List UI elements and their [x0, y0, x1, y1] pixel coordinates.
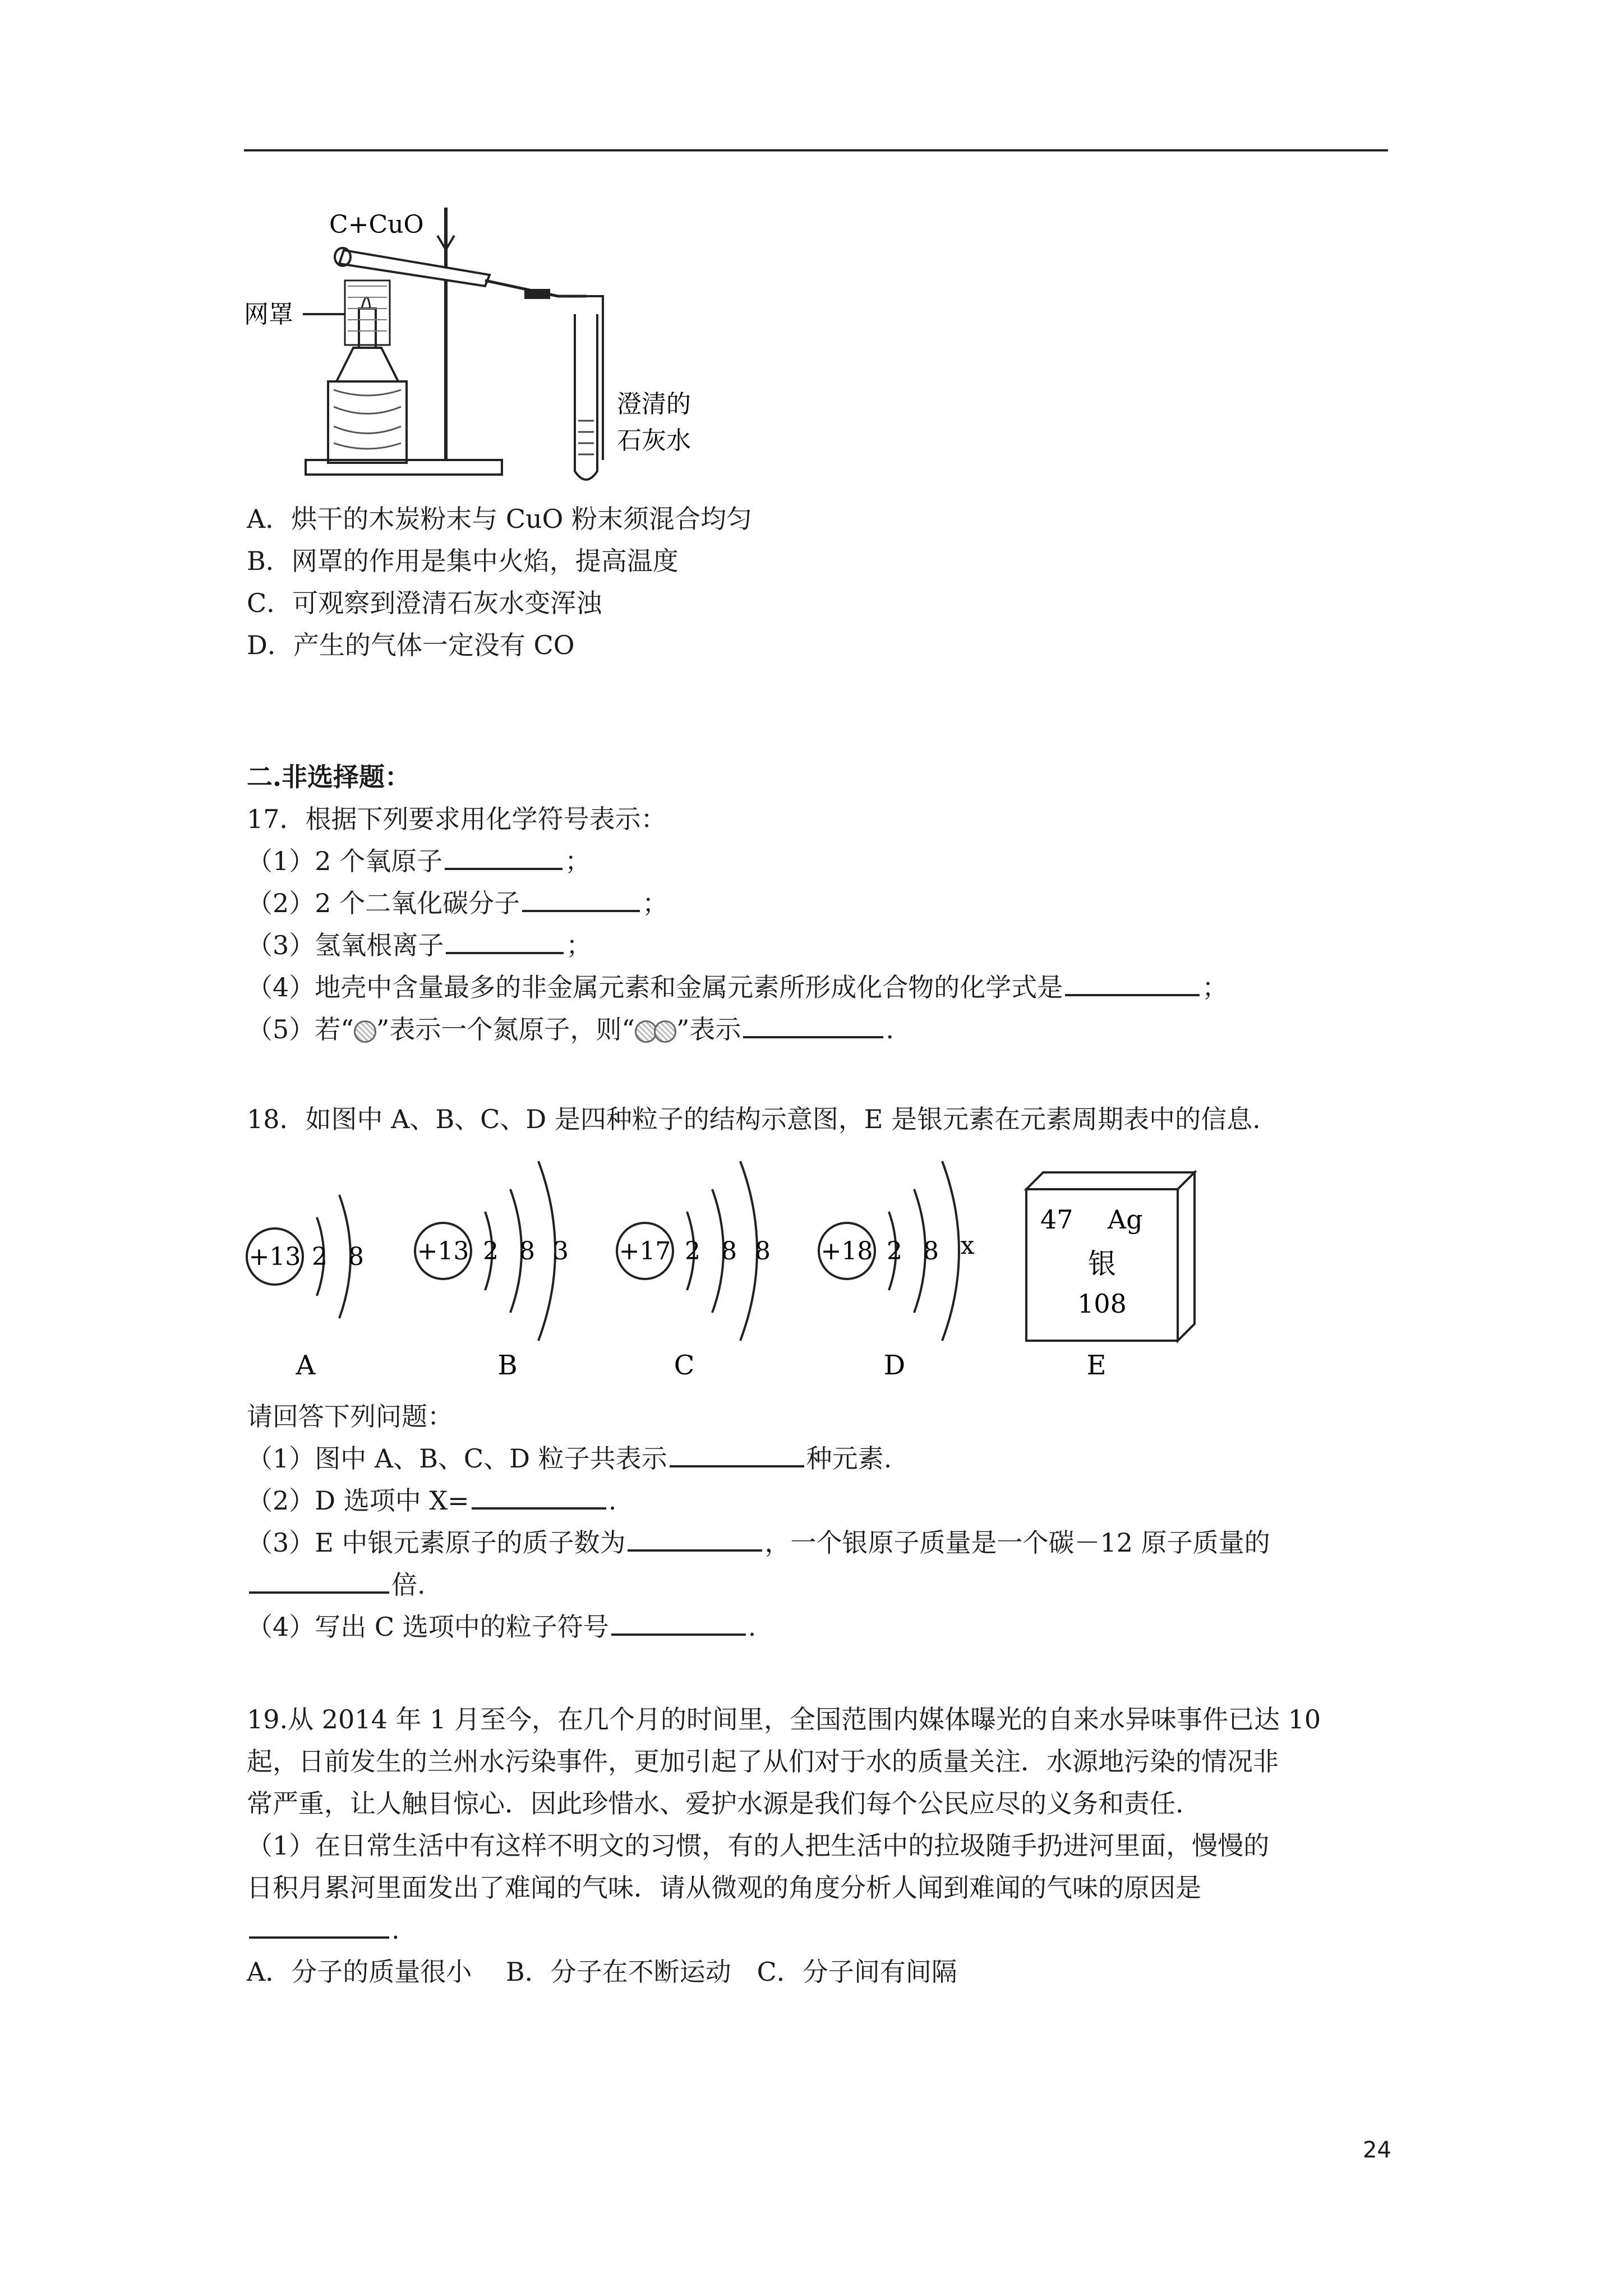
q18-sub-1-end: 种元素.: [806, 1443, 892, 1474]
shell-electrons: 2: [483, 1237, 499, 1266]
shell-electrons: 8: [348, 1243, 364, 1271]
nitrogen-atom-icon: [654, 1020, 676, 1043]
answer-blank[interactable]: [628, 1527, 762, 1552]
q19-line-2: 起，日前发生的兰州水污染事件，更加引起了从们对于水的质量关注．水源地污染的情况非: [247, 1746, 1279, 1777]
q17-item-2-end: ；: [642, 888, 668, 918]
nucleus-label: +17: [619, 1237, 671, 1266]
q18-sub-3-text: （3）E 中银元素原子的质子数为: [247, 1527, 626, 1558]
fig1-label-water-2: 石灰水: [617, 426, 691, 455]
particle-label: A: [296, 1350, 316, 1381]
q18-sub-3: [247, 1526, 1270, 1559]
fig1-label-mesh: 网罩: [244, 300, 293, 329]
answer-blank[interactable]: [446, 930, 564, 954]
element-mass: 108: [1077, 1289, 1127, 1319]
q17-item-1-text: （1）2 个氧原子: [247, 846, 443, 876]
answer-blank[interactable]: [611, 1611, 746, 1636]
apparatus-figure: [244, 196, 805, 499]
q18-sub-3-mid: ，一个银原子质量是一个碳－12 原子质量的: [764, 1527, 1270, 1558]
q17-item-3: [247, 928, 592, 962]
fig1-label-top: C+CuO: [329, 210, 424, 239]
q16-option-b: B．网罩的作用是集中火焰，提高温度: [247, 546, 679, 576]
shell-electrons: 2: [312, 1243, 328, 1271]
section2-title: 二.非选择题：: [247, 762, 411, 792]
q17-item-5: [247, 1013, 894, 1046]
nucleus-label: +13: [248, 1243, 301, 1271]
q17-item-5-end: .: [886, 1014, 894, 1045]
q17-item-1-end: ；: [565, 846, 591, 876]
fig1-label-water-1: 澄清的: [617, 390, 691, 418]
answer-blank[interactable]: [743, 1014, 883, 1038]
particle-label: D: [883, 1350, 906, 1381]
shell-electrons: 2: [887, 1237, 902, 1266]
shell-electrons: 8: [519, 1237, 535, 1266]
particle-c: [617, 1161, 771, 1381]
q17-item-4-end: ；: [1202, 972, 1228, 1002]
shell-electrons: 2: [685, 1237, 700, 1266]
q19-sub-1-line-2: 日积月累河里面发出了难闻的气味．请从微观的角度分析人闻到难闻的气味的原因是: [247, 1872, 1201, 1903]
q17-item-5-text-b: ”表示一个氮原子，则“: [376, 1014, 635, 1045]
q19-sub-1-line-1: （1）在日常生活中有这样不明文的习惯，有的人把生活中的拉圾随手扔进河里面，慢慢的: [247, 1830, 1270, 1861]
q17-item-4-text: （4）地壳中含量最多的非金属元素和金属元素所形成化合物的化学式是: [247, 972, 1063, 1002]
particle-a: [247, 1195, 364, 1381]
nitrogen-atom-icon: [354, 1020, 376, 1043]
q17-item-3-end: ；: [566, 930, 592, 960]
q19-options: A．分子的质量很小 B．分子在不断运动 C．分子间有间隔: [247, 1957, 957, 1987]
q17-item-4: [247, 970, 1228, 1004]
q19-line-1: 19.从 2014 年 1 月至今，在几个月的时间里，全国范围内媒体曝光的自来水异味事件已达 10: [247, 1704, 1321, 1734]
particle-structure-figure: [244, 1139, 1209, 1397]
q18-sub-1-text: （1）图中 A、B、C、D 粒子共表示: [247, 1443, 667, 1474]
element-label: E: [1086, 1350, 1106, 1381]
q18-prompt: 请回答下列问题：: [247, 1401, 453, 1432]
q18-sub-2: [247, 1484, 616, 1517]
q17-stem: 17．根据下列要求用化学符号表示：: [247, 804, 667, 834]
element-cell-silver: [1026, 1172, 1195, 1381]
q17-item-5-text-a: （5）若“: [247, 1014, 354, 1045]
element-symbol: Ag: [1108, 1204, 1143, 1235]
q16-option-d: D．产生的气体一定没有 CO: [247, 630, 575, 660]
q18-stem: 18．如图中 A、B、C、D 是四种粒子的结构示意图，E 是银元素在元素周期表中的信息.: [247, 1104, 1261, 1134]
answer-blank[interactable]: [249, 1569, 389, 1594]
q18-sub-4-text: （4）写出 C 选项中的粒子符号: [247, 1612, 609, 1642]
q19-line-3: 常严重，让人触目惊心．因此珍惜水、爱护水源是我们每个公民应尽的义务和责任.: [247, 1788, 1184, 1819]
element-number: 47: [1040, 1204, 1073, 1235]
particle-b: [415, 1161, 569, 1381]
q17-item-1: [247, 844, 591, 878]
answer-blank[interactable]: [522, 887, 640, 912]
shell-electrons: 8: [755, 1237, 771, 1266]
q18-sub-2-text: （2）D 选项中 X=: [247, 1485, 469, 1516]
particle-label: B: [497, 1350, 518, 1381]
answer-blank[interactable]: [472, 1485, 606, 1510]
particle-label: C: [674, 1350, 695, 1381]
q16-option-a: A．烘干的木炭粉末与 CuO 粉末须混合均匀: [247, 504, 752, 534]
q17-item-2-text: （2）2 个二氧化碳分子: [247, 888, 520, 918]
particle-d: [819, 1161, 975, 1381]
q18-sub-3-cont: [247, 1568, 426, 1602]
nucleus-label: +18: [820, 1237, 873, 1266]
shell-electrons: 3: [553, 1237, 569, 1266]
answer-blank[interactable]: [670, 1443, 804, 1467]
q18-sub-4: [247, 1610, 756, 1644]
q16-option-c: C．可观察到澄清石灰水变浑浊: [247, 588, 602, 618]
shell-electrons: 8: [923, 1237, 939, 1266]
q19-sub-1-blank-line: [247, 1913, 400, 1947]
header-rule: [244, 149, 1388, 151]
q18-sub-4-end: .: [748, 1612, 757, 1642]
shell-electrons: 8: [721, 1237, 737, 1266]
shell-electrons: x: [960, 1231, 975, 1260]
q17-item-2: [247, 886, 668, 920]
element-name: 银: [1088, 1248, 1116, 1280]
answer-blank[interactable]: [249, 1914, 389, 1939]
page-number: 24: [1363, 2137, 1391, 2163]
q18-sub-3-end: 倍.: [391, 1570, 426, 1600]
q17-item-5-text-c: ”表示: [676, 1014, 741, 1045]
q18-sub-1: [247, 1442, 892, 1475]
answer-blank[interactable]: [1065, 972, 1200, 996]
answer-blank[interactable]: [445, 845, 562, 870]
q19-sub-1-end: .: [391, 1915, 400, 1945]
q18-sub-2-end: .: [608, 1485, 617, 1516]
nucleus-label: +13: [417, 1237, 469, 1266]
q17-item-3-text: （3）氢氧根离子: [247, 930, 444, 960]
